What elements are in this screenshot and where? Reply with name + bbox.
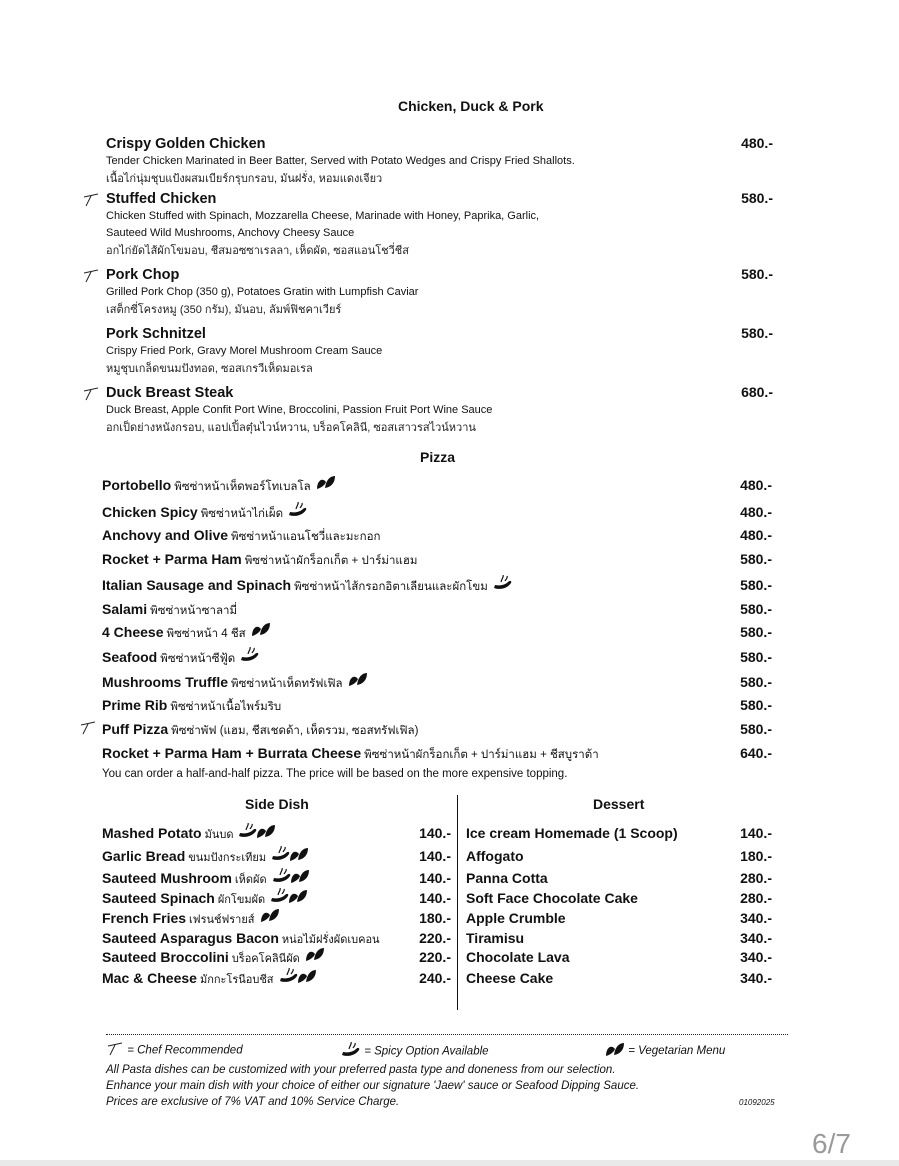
column-divider (457, 795, 458, 1010)
dessert-item (466, 947, 774, 967)
pizza-name: Puff Pizza (102, 721, 169, 737)
side-dish-item (102, 908, 451, 928)
pizza-price: 580.- (740, 649, 772, 665)
side-dish-price: 140.- (419, 890, 451, 906)
dotted-divider (106, 1026, 788, 1035)
item-name: Stuffed Chicken (106, 191, 217, 207)
item-name: Crispy Golden Chicken (106, 136, 266, 152)
pizza-name: Salami (102, 601, 148, 617)
leaf-icon (305, 947, 325, 968)
item-name: Pork Chop (106, 267, 180, 283)
side-dish-price: 220.- (419, 930, 451, 946)
pizza-price: 580.- (740, 624, 772, 640)
legend-veg-label: = Vegetarian Menu (628, 1045, 726, 1058)
pizza-name: Prime Rib (102, 697, 168, 713)
pizza-thai-name: พิซซ่าหน้าไก่เผ็ด (200, 508, 284, 521)
chili-icon (238, 823, 258, 845)
pizza-note: You can order a half-and-half pizza. The price will be based on the more expensive topping. (102, 768, 568, 780)
dessert-name: Panna Cotta (466, 870, 548, 886)
side-dish-name: Sauteed Mushroom (102, 870, 232, 887)
dessert-item (466, 868, 774, 888)
side-dish-item (102, 868, 451, 888)
dessert-price: 180.- (740, 848, 772, 864)
side-dish-item (102, 928, 451, 948)
pizza-thai-name: พิซซ่าหน้าเนื้อไพร์มริบ (170, 701, 282, 713)
side-dish-price: 240.- (419, 970, 451, 986)
side-dish-price: 140.- (419, 870, 451, 886)
pizza-item (102, 525, 774, 545)
legend-spicy (341, 1042, 489, 1061)
chef-recommended-icon (106, 1042, 124, 1059)
chef-recommended-icon (82, 269, 100, 288)
leaf-icon (256, 824, 276, 845)
side-dish-thai-name: มันบด (204, 829, 234, 842)
pizza-thai-name: พิซซ่าหน้าไส้กรอกอิตาเลียนและผักโขม (294, 581, 488, 594)
pizza-item (102, 695, 774, 715)
chef-recommended-icon (79, 721, 97, 740)
pizza-item (102, 549, 774, 569)
pizza-price: 580.- (740, 697, 772, 713)
menu-item (106, 135, 776, 188)
side-dish-thai-name: มักกะโรนีอบชีส (199, 974, 274, 987)
dessert-item (466, 823, 774, 843)
side-dish-thai-name: เห็ดผัด (234, 874, 267, 887)
section-title-side: Side Dish (245, 796, 309, 812)
leaf-icon (289, 847, 309, 868)
pizza-thai-name: พิซซ่าพัฟ (แฮม, ชีสเชดด้า, เห็ดรวม, ซอสทรัฟเฟิล) (171, 725, 419, 737)
pizza-thai-name: พิซซ่าหน้าผักร็อกเก็ต + ปาร์ม่าแฮม + ชีสบูราต้า (364, 749, 599, 761)
pizza-thai-name: พิซซ่าหน้าซาลามี่ (150, 605, 238, 617)
item-thai-description: อกเป็ดย่างหนังกรอบ, แอปเปิ้ลตุ๋นไวน์หวาน, บร็อคโคลินี, ซอสเสาวรสไวน์หวาน (106, 422, 476, 434)
side-dish-item (102, 846, 451, 866)
side-dish-item (102, 888, 451, 908)
item-thai-description: เนื้อไก่นุ่มชุบแป้งผสมเบียร์กรุบกรอบ, มันฝรั่ง, หอมแดงเจียว (106, 173, 383, 185)
pizza-name: Italian Sausage and Spinach (102, 577, 292, 594)
leaf-icon (288, 889, 308, 910)
dessert-price: 340.- (740, 910, 772, 926)
side-dish-name: Sauteed Broccolini (102, 949, 229, 965)
dessert-name: Soft Face Chocolate Cake (466, 890, 638, 906)
pizza-price: 580.- (740, 577, 772, 593)
side-dish-price: 180.- (419, 910, 451, 926)
leaf-icon (251, 622, 271, 643)
dessert-price: 340.- (740, 970, 772, 986)
pizza-item (102, 743, 774, 763)
pizza-name: Rocket + Parma Ham + Burrata Cheese (102, 745, 362, 761)
side-dish-price: 140.- (419, 825, 451, 841)
dessert-item (466, 908, 774, 928)
legend-spicy-label: = Spicy Option Available (364, 1045, 489, 1058)
page-number: 6/7 (812, 1128, 851, 1159)
side-dish-price: 140.- (419, 848, 451, 864)
dessert-price: 340.- (740, 930, 772, 946)
item-price: 580.- (741, 325, 773, 341)
pizza-name: 4 Cheese (102, 624, 164, 640)
item-price: 580.- (741, 266, 773, 282)
item-description: Chicken Stuffed with Spinach, Mozzarella Cheese, Marinade with Honey, Paprika, Garlic, (106, 210, 540, 222)
footer-sauce-note: Enhance your main dish with your choice of either our signature 'Jaew' sauce or Seafood Dipping Sauce. (106, 1080, 640, 1092)
chili-icon (272, 868, 292, 890)
pizza-name: Mushrooms Truffle (102, 674, 229, 690)
pizza-name: Rocket + Parma Ham (102, 551, 242, 567)
pizza-name: Chicken Spicy (102, 504, 198, 521)
pizza-thai-name: พิซซ่าหน้าซีฟู้ด (160, 653, 236, 666)
item-description: Crispy Fried Pork, Gravy Morel Mushroom Cream Sauce (106, 345, 383, 357)
legend-chef-label: = Chef Recommended (127, 1044, 243, 1057)
chili-icon (240, 647, 260, 669)
legend-chef (106, 1042, 243, 1059)
dessert-item (466, 846, 774, 866)
pizza-thai-name: พิซซ่าหน้า 4 ชีส (166, 628, 246, 640)
dessert-name: Cheese Cake (466, 970, 554, 986)
pizza-item (102, 502, 774, 522)
chili-icon (271, 846, 291, 868)
side-dish-name: French Fries (102, 910, 187, 926)
side-dish-name: Sauteed Asparagus Bacon (102, 930, 279, 946)
side-dish-item (102, 823, 451, 843)
menu-code: 01092025 (739, 1098, 775, 1107)
pizza-thai-name: พิซซ่าหน้าเห็ดทรัฟเฟิล (231, 678, 343, 690)
pizza-price: 480.- (740, 477, 772, 493)
section-title-pizza: Pizza (420, 449, 456, 465)
menu-item (106, 190, 776, 260)
item-price: 680.- (741, 384, 773, 400)
footer-pasta-note: All Pasta dishes can be customized with your preferred pasta type and doneness from our selection. (106, 1064, 616, 1076)
menu-item (106, 266, 776, 319)
dessert-item (466, 928, 774, 948)
pizza-price: 580.- (740, 721, 772, 737)
item-description: Sauteed Wild Mushrooms, Anchovy Cheesy Sauce (106, 227, 355, 239)
dessert-price: 140.- (740, 825, 772, 841)
side-dish-price: 220.- (419, 949, 451, 965)
leaf-icon (605, 1042, 625, 1060)
pizza-price: 640.- (740, 745, 772, 761)
leaf-icon (348, 672, 368, 693)
chili-icon (279, 968, 299, 990)
pizza-item (102, 475, 774, 495)
pizza-price: 580.- (740, 551, 772, 567)
side-dish-name: Mashed Potato (102, 825, 202, 842)
item-description: Tender Chicken Marinated in Beer Batter, Served with Potato Wedges and Crispy Fried Shallots. (106, 155, 575, 167)
pizza-item (102, 622, 774, 642)
leaf-icon (260, 908, 280, 929)
viewer-bottom-bar (0, 1160, 899, 1166)
dessert-item (466, 968, 774, 988)
pizza-item (102, 575, 774, 595)
menu-item (106, 384, 776, 437)
dessert-item (466, 888, 774, 908)
pizza-item (102, 647, 774, 667)
dessert-name: Apple Crumble (466, 910, 566, 926)
side-dish-name: Garlic Bread (102, 848, 186, 865)
pizza-price: 580.- (740, 674, 772, 690)
item-thai-description: หมูชุบเกล็ดขนมปังทอด, ซอสเกรวีเห็ดมอเรล (106, 363, 313, 375)
pizza-item (102, 672, 774, 692)
item-thai-description: เสต็กซี่โครงหมู (350 กรัม), มันอบ, ลัมพ์ฟิชคาเวียร์ (106, 304, 342, 316)
section-title-dessert: Dessert (593, 796, 645, 812)
item-description: Duck Breast, Apple Confit Port Wine, Broccolini, Passion Fruit Port Wine Sauce (106, 404, 493, 416)
pizza-thai-name: พิซซ่าหน้าแอนโชวี่และมะกอก (231, 531, 381, 543)
side-dish-thai-name: เฟรนช์ฟรายส์ (189, 914, 255, 926)
pizza-item (102, 719, 774, 739)
item-name: Duck Breast Steak (106, 385, 234, 401)
pizza-name: Anchovy and Olive (102, 527, 229, 543)
footer-price-note: Prices are exclusive of 7% VAT and 10% Service Charge. (106, 1096, 400, 1108)
item-name: Pork Schnitzel (106, 326, 206, 342)
pizza-price: 480.- (740, 527, 772, 543)
legend-veg (605, 1042, 725, 1060)
chef-recommended-icon (82, 387, 100, 406)
item-description: Grilled Pork Chop (350 g), Potatoes Gratin with Lumpfish Caviar (106, 286, 419, 298)
side-dish-name: Mac & Cheese (102, 970, 197, 987)
pizza-price: 580.- (740, 601, 772, 617)
leaf-icon (297, 969, 317, 990)
pizza-name: Seafood (102, 649, 158, 666)
dessert-price: 280.- (740, 870, 772, 886)
menu-item (106, 325, 776, 378)
chef-recommended-icon (82, 193, 100, 212)
dessert-name: Tiramisu (466, 930, 525, 946)
side-dish-item (102, 947, 451, 967)
section-title-mains: Chicken, Duck & Pork (398, 98, 544, 114)
side-dish-item (102, 968, 451, 988)
side-dish-thai-name: หน่อไม้ฝรั่งผัดเบคอน (281, 934, 380, 946)
dessert-name: Affogato (466, 848, 524, 864)
chili-icon (288, 502, 308, 524)
side-dish-name: Sauteed Spinach (102, 890, 215, 907)
chili-icon (493, 575, 513, 597)
pizza-item (102, 599, 774, 619)
leaf-icon (290, 869, 310, 890)
dessert-name: Ice cream Homemade (1 Scoop) (466, 825, 678, 841)
chili-icon (270, 888, 290, 910)
pizza-name: Portobello (102, 477, 172, 493)
item-price: 580.- (741, 190, 773, 206)
pizza-thai-name: พิซซ่าหน้าเห็ดพอร์โทเบลโล (174, 481, 311, 493)
pizza-thai-name: พิซซ่าหน้าผักร็อกเก็ต + ปาร์ม่าแฮม (244, 555, 418, 567)
item-thai-description: อกไก่ยัดไส้ผักโขมอบ, ชีสมอซซาเรลลา, เห็ดผัด, ซอสแอนโชวี่ชีส (106, 245, 409, 257)
side-dish-thai-name: บร็อคโคลินีผัด (231, 953, 300, 965)
dessert-price: 340.- (740, 949, 772, 965)
pizza-price: 480.- (740, 504, 772, 520)
item-price: 480.- (741, 135, 773, 151)
chili-icon (341, 1042, 361, 1061)
dessert-name: Chocolate Lava (466, 949, 570, 965)
side-dish-thai-name: ขนมปังกระเทียม (188, 852, 267, 865)
dessert-price: 280.- (740, 890, 772, 906)
leaf-icon (316, 475, 336, 496)
side-dish-thai-name: ผักโขมผัด (217, 894, 266, 907)
